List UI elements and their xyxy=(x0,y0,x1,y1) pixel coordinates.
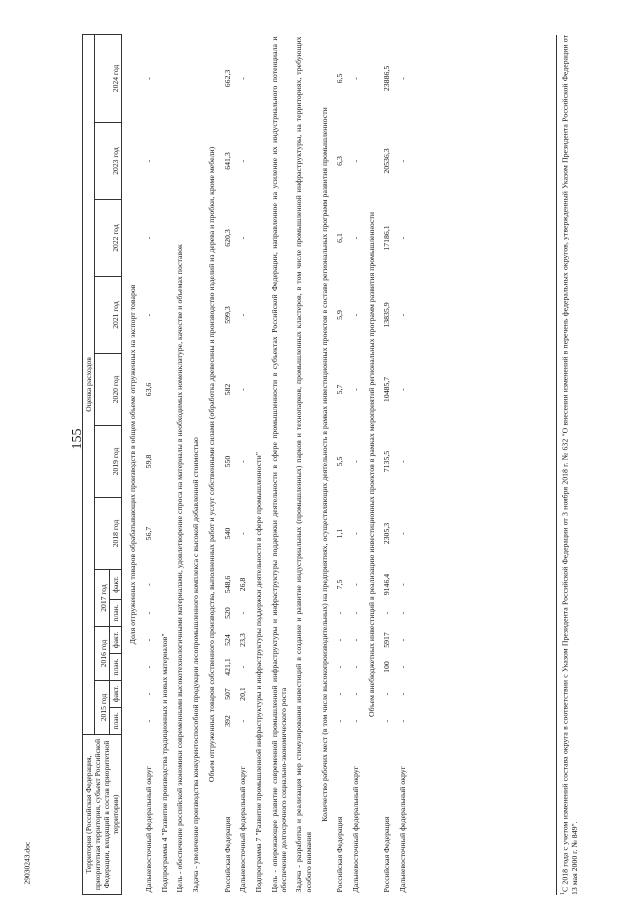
value-cell: - xyxy=(335,665,345,669)
value-cell: - xyxy=(397,583,407,586)
territory-header: Территория (Российская Федерация, приоритетная территория, субъект Российской Федерации, входящий в состав приоритетной территории) xyxy=(83,735,122,895)
table-row xyxy=(330,34,345,894)
value-cell: 59,8 xyxy=(143,454,153,469)
value-cell: 26,8 xyxy=(237,577,247,592)
value-cell: - xyxy=(397,719,407,723)
value-cell: - xyxy=(237,719,247,723)
value-cell: - xyxy=(335,638,345,642)
value-cell: - xyxy=(143,638,153,642)
indicator-title: Объем внебюджетных инвестиций в реализацию инвестиционных проектов в рамках мероприятий региональных программ развития промышленности xyxy=(366,211,376,717)
value-cell: - xyxy=(397,388,407,391)
goal-row xyxy=(186,34,201,894)
plan-subheader: план. xyxy=(110,708,122,735)
section-row xyxy=(314,34,330,894)
section-row xyxy=(361,34,377,894)
value-cell: 7,5 xyxy=(335,579,345,590)
value-cell: 524 xyxy=(222,634,232,646)
goal-row xyxy=(170,34,185,894)
value-cell: - xyxy=(237,665,247,669)
footnote-text: С 2018 года с учетом изменений состава округа в соответствии с Указом Президента Российской Федерации от 3 ноября 2018 г. № 632 "О внесении изменений в перечень федеральных округов, утвержденный Указом Президента Российской Федерации от 13 мая 2000 г. № 849". xyxy=(560,35,579,895)
territory-label: Дальневосточный федеральный округ xyxy=(237,766,247,893)
value-cell: - xyxy=(237,532,247,535)
value-cell: - xyxy=(237,236,247,240)
value-cell: 5917 xyxy=(382,632,392,648)
value-cell: 599,3 xyxy=(222,306,232,324)
value-cell: - xyxy=(143,665,153,669)
value-cell: - xyxy=(397,638,407,642)
value-cell: 5,7 xyxy=(335,384,345,395)
table-header xyxy=(83,34,122,894)
territory-label: Дальневосточный федеральный округ xyxy=(397,766,407,893)
value-cell: 56,7 xyxy=(143,526,153,541)
value-cell: - xyxy=(397,313,407,317)
value-cell: - xyxy=(350,611,360,615)
value-cell: - xyxy=(397,665,407,669)
value-cell: 421,1 xyxy=(222,658,232,676)
prog-row xyxy=(154,34,170,894)
subprogram-title: Подпрограмма 4 "Развитие производства традиционных и новых материалов" xyxy=(160,633,170,893)
value-cell: - xyxy=(397,692,407,696)
section-row xyxy=(122,34,139,894)
value-cell: 582 xyxy=(222,383,232,396)
value-cell: - xyxy=(143,583,153,586)
value-cell: - xyxy=(382,611,392,615)
year-header: 2019 год xyxy=(95,426,122,498)
prog-row xyxy=(248,34,264,894)
table-body xyxy=(122,34,408,894)
value-cell: - xyxy=(237,388,247,391)
value-cell: - xyxy=(350,692,360,696)
value-cell: 507 xyxy=(222,688,232,700)
indicator-title: Объем отгруженных товаров собственного производства, выполненных работ и услуг собственными силами (обработка древесины и производство изделий из дерева и пробки, кроме мебели) xyxy=(207,146,217,783)
value-cell: 392 xyxy=(222,715,232,727)
indicator-title: Доля отгруженных товаров обрабатывающих производств в общем объеме отгруженных на экспорт товаров xyxy=(128,284,138,645)
year-header: 2024 год xyxy=(95,34,122,122)
value-cell: 23,3 xyxy=(237,633,247,647)
goal-row xyxy=(265,34,290,894)
value-cell: - xyxy=(397,159,407,163)
goal-text: Задача - увеличение производства конкурентоспособной продукции лесопромышленного комплекса с высокой добавленной стоимостью xyxy=(190,437,200,893)
value-cell: - xyxy=(350,583,360,586)
value-cell: - xyxy=(143,719,153,723)
value-cell: 520 xyxy=(222,607,232,619)
value-cell: - xyxy=(397,77,407,80)
value-cell: - xyxy=(237,313,247,317)
footnote-mark: 1 xyxy=(560,892,566,895)
year-header: 2023 год xyxy=(95,123,122,200)
value-cell: 550 xyxy=(222,455,232,468)
document-code: 2903024З.doc xyxy=(22,841,32,885)
value-cell: - xyxy=(143,236,153,240)
value-cell: 548,6 xyxy=(222,575,232,594)
territory-label: Дальневосточный федеральный округ xyxy=(143,766,153,893)
year-header: 2015 год xyxy=(95,681,110,735)
section-row xyxy=(201,34,217,894)
indicator-title: Количество рабочих мест (в том числе высокопроизводительных) на предприятиях, осуществляющих деятельность в рамках инвестиционных проектов в составе региональных программ развития промышленности xyxy=(319,107,329,822)
goal-text: Цель - обеспечение российской экономики современными высокотехнологичными материалами, удовлетворение спроса на материалы в необходимых номенклатуре, качестве и объемах поставок xyxy=(175,244,185,893)
value-cell: - xyxy=(335,692,345,696)
year-header: 2022 год xyxy=(95,200,122,277)
value-cell: 9146,4 xyxy=(382,573,392,596)
territory-label: Дальневосточный федеральный округ xyxy=(350,766,360,893)
value-cell: 17186,1 xyxy=(382,225,392,251)
value-cell: - xyxy=(397,532,407,535)
goal-text: Цель - опережающее развитие современной промышленной инфраструктуры и инфраструктуры поддержки деятельности в сфере промышленности в субъектах Российской Федерации, направленное на усиление их индустриального потенциала и обеспечение долгосрочного социально-экономического роста xyxy=(269,36,288,893)
subprogram-title: Подпрограмма 7 "Развитие промышленной инфраструктуры и инфраструктуры поддержки деятельности в сфере промышленности" xyxy=(254,452,264,893)
value-cell: - xyxy=(382,719,392,723)
value-cell: - xyxy=(350,388,360,391)
value-cell: 2305,3 xyxy=(382,522,392,545)
value-cell: - xyxy=(350,77,360,80)
territory-label: Российская Федерация xyxy=(335,816,345,893)
fact-subheader: факт. xyxy=(110,681,122,708)
value-cell: 6,5 xyxy=(335,73,345,84)
value-cell: - xyxy=(335,719,345,723)
table-row xyxy=(218,34,233,894)
fact-subheader: факт. xyxy=(110,570,122,600)
year-header: 2021 год xyxy=(95,277,122,354)
page-number: 155 xyxy=(70,428,85,450)
value-cell: 100 xyxy=(382,661,392,673)
value-cell: - xyxy=(237,611,247,615)
goal-text: Задача - разработка и реализация мер стимулирования инвестиций в создание и развитие индустриальных (промышленных) парков и технопарков, промышленных кластеров, в том числе промышленной инфраструктуры, на территориях, требующих особого внимания xyxy=(294,36,313,893)
territory-label: Российская Федерация xyxy=(382,816,392,893)
value-cell: - xyxy=(237,159,247,163)
value-cell: - xyxy=(350,236,360,240)
fact-subheader: факт. xyxy=(110,627,122,654)
value-cell: - xyxy=(335,611,345,615)
value-cell: - xyxy=(350,313,360,317)
value-cell: 620,3 xyxy=(222,229,232,247)
value-cell: 540 xyxy=(222,527,232,540)
value-cell: - xyxy=(143,77,153,80)
value-cell: 6,3 xyxy=(335,156,345,166)
value-cell: - xyxy=(397,460,407,463)
value-cell: - xyxy=(143,611,153,615)
value-cell: - xyxy=(237,460,247,463)
footnote xyxy=(556,35,579,895)
value-cell: 13835,9 xyxy=(382,302,392,328)
table-row xyxy=(377,34,392,894)
value-cell: 20536,3 xyxy=(382,148,392,174)
estimate-header: Оценка расходов xyxy=(83,34,95,734)
value-cell: 7135,5 xyxy=(382,450,392,473)
value-cell: 5,5 xyxy=(335,456,345,467)
value-cell: 1,1 xyxy=(335,528,345,539)
value-cell: 5,9 xyxy=(335,310,345,320)
value-cell: 23886,5 xyxy=(382,65,392,92)
table-row xyxy=(393,34,408,894)
table-row xyxy=(346,34,361,894)
value-cell: - xyxy=(382,692,392,696)
plan-subheader: план. xyxy=(110,654,122,681)
value-cell: 6,1 xyxy=(335,233,345,243)
value-cell: - xyxy=(143,692,153,696)
value-cell: 662,3 xyxy=(222,69,232,88)
value-cell: - xyxy=(143,159,153,163)
value-cell: - xyxy=(397,236,407,240)
rotated-table-block xyxy=(82,35,612,895)
value-cell: - xyxy=(350,532,360,535)
value-cell: - xyxy=(350,638,360,642)
year-header: 2016 год xyxy=(95,627,110,681)
value-cell: 10485,7 xyxy=(382,376,392,403)
year-header: 2018 год xyxy=(95,498,122,570)
expense-table xyxy=(82,34,408,895)
value-cell: - xyxy=(350,719,360,723)
value-cell: - xyxy=(350,159,360,163)
year-header: 2020 год xyxy=(95,354,122,426)
value-cell: 20,1 xyxy=(237,687,247,701)
value-cell: - xyxy=(397,611,407,615)
value-cell: - xyxy=(143,313,153,317)
value-cell: - xyxy=(237,77,247,80)
year-header: 2017 год xyxy=(95,570,110,627)
table-row xyxy=(233,34,248,894)
goal-row xyxy=(289,34,314,894)
value-cell: 63,6 xyxy=(143,382,153,397)
value-cell: 641,3 xyxy=(222,152,232,170)
plan-subheader: план. xyxy=(110,600,122,627)
value-cell: - xyxy=(350,460,360,463)
value-cell: - xyxy=(350,665,360,669)
table-row xyxy=(139,34,154,894)
territory-label: Российская Федерация xyxy=(222,816,232,893)
